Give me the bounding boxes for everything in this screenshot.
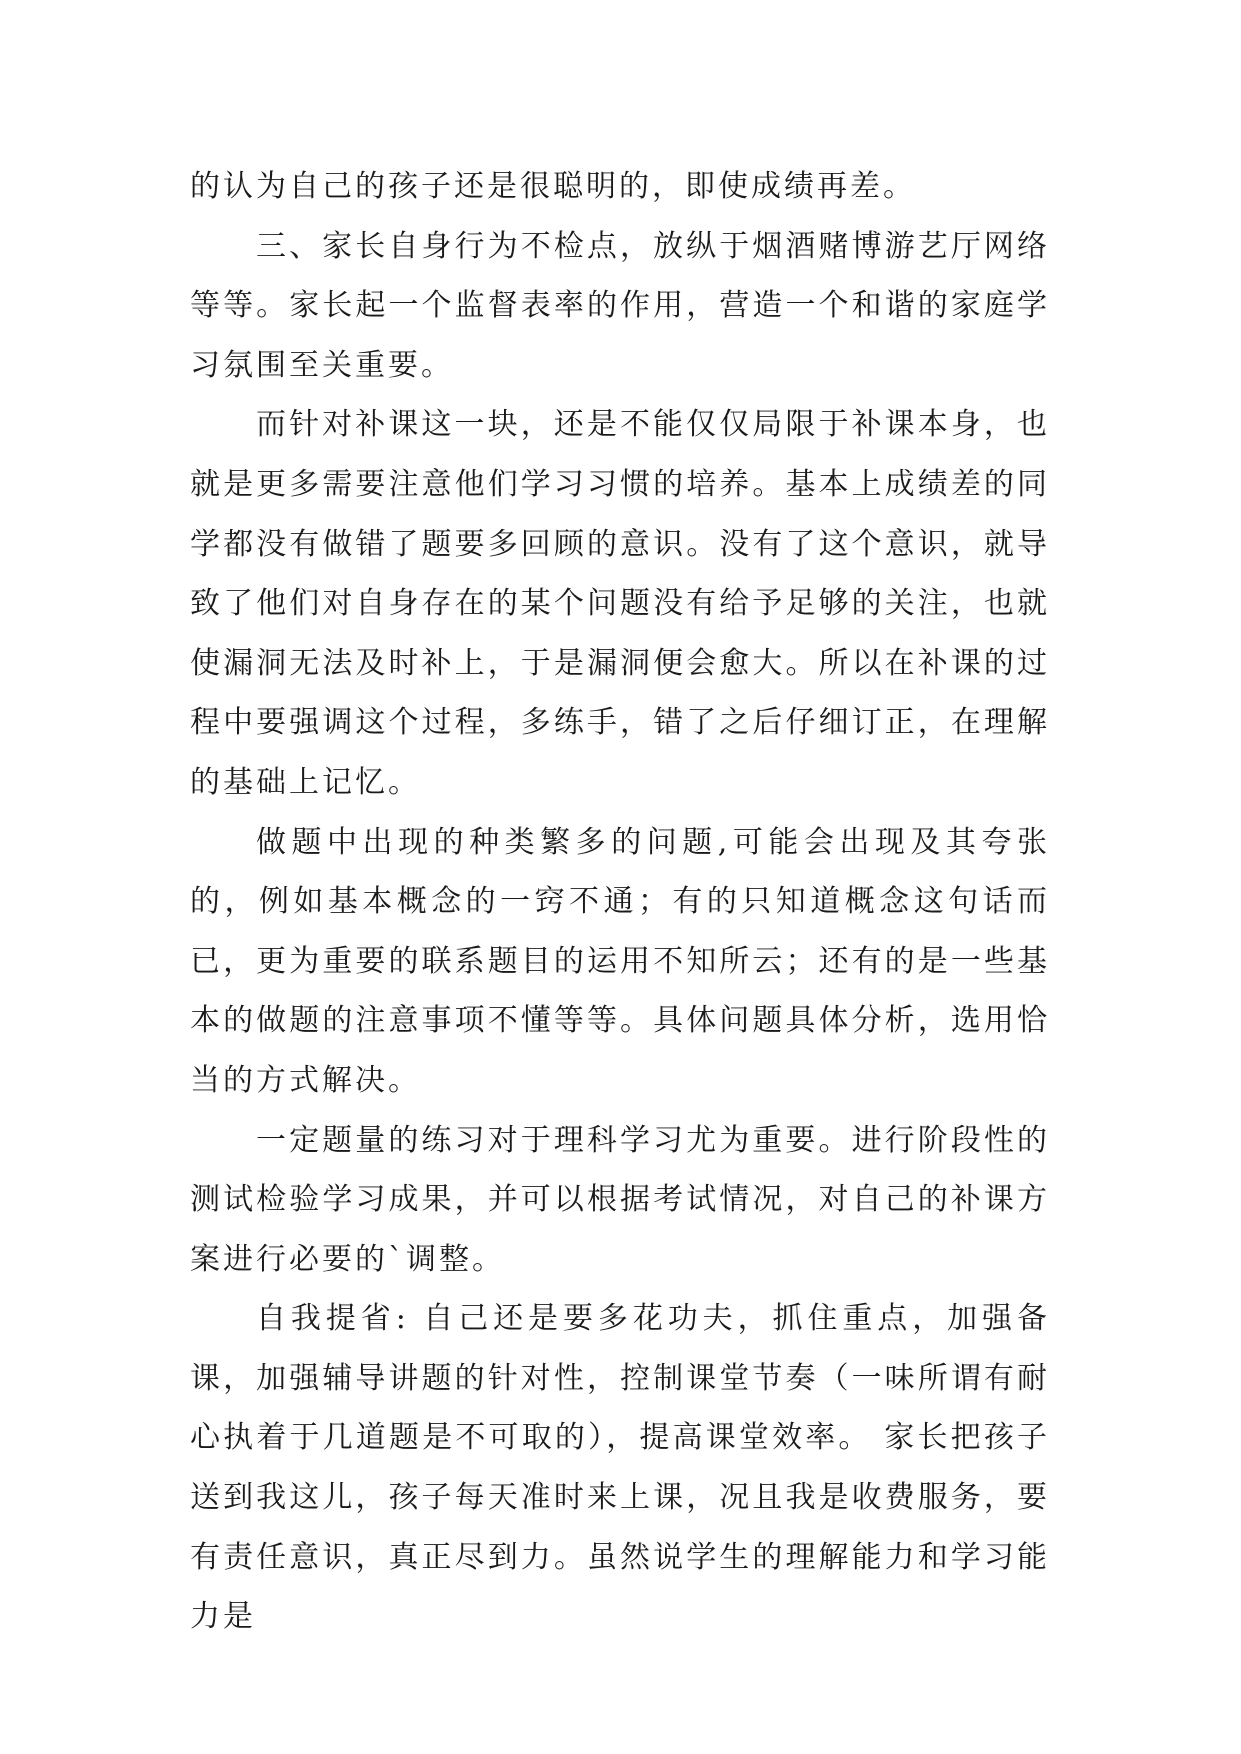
paragraph-parent-behavior: 三、家长自身行为不检点，放纵于烟酒赌博游艺厅网络等等。家长起一个监督表率的作用，营造一个和谐的家庭学习氛围至关重要。 <box>190 228 1050 383</box>
paragraph-problem-types: 做题中出现的种类繁多的问题,可能会出现及其夸张的，例如基本概念的一窍不通；有的只知道概念这句话而已，更为重要的联系题目的运用不知所云；还有的是一些基本的做题的注意事项不懂等等。具体问题具体分析，选用恰当的方式解决。 <box>190 824 1050 1098</box>
paragraph-self-reflection: 自我提省: 自己还是要多花功夫，抓住重点，加强备课，加强辅导讲题的针对性，控制课堂节奏（一味所谓有耐心执着于几道题是不可取的），提高课堂效率。 家长把孩子送到我这儿，孩子每天准时来上课，况且我是收费服务，要有责任意识，真正尽到力。虽然说学生的理解能力和学习能力是 <box>190 1301 1050 1635</box>
paragraph-continuation: 的认为自己的孩子还是很聪明的，即使成绩再差。 <box>190 169 916 204</box>
document-body <box>190 157 1050 1647</box>
paragraph-practice: 一定题量的练习对于理科学习尤为重要。进行阶段性的测试检验学习成果，并可以根据考试情况，对自己的补课方案进行必要的`调整。 <box>190 1122 1050 1277</box>
paragraph-tutoring-habits: 而针对补课这一块，还是不能仅仅局限于补课本身，也就是更多需要注意他们学习习惯的培养。基本上成绩差的同学都没有做错了题要多回顾的意识。没有了这个意识，就导致了他们对自身存在的某个问题没有给予足够的关注，也就使漏洞无法及时补上，于是漏洞便会愈大。所以在补课的过程中要强调这个过程，多练手，错了之后仔细订正，在理解的基础上记忆。 <box>190 407 1050 800</box>
